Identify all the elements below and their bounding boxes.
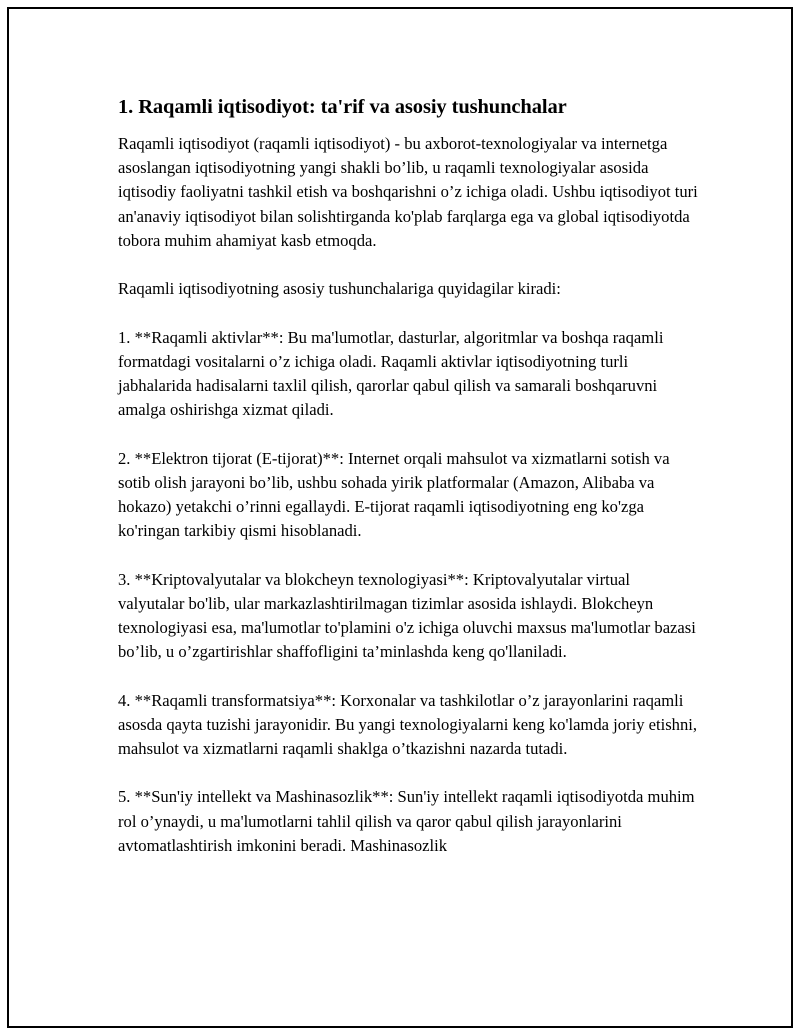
list-item-e-commerce: 2. **Elektron tijorat (E-tijorat)**: Internet orqali mahsulot va xizmatlarni sotish va sotib olish jarayoni bo’lib, ushbu sohada yirik platformalar (Amazon, Alibaba va hokazo) yetakchi o’rinni egallaydi. E-tijorat raqamli iqtisodiyotning eng ko'zga ko'ringan tarkibiy qismi hisoblanadi. (118, 448, 670, 541)
concepts-intro-paragraph: Raqamli iqtisodiyotning asosiy tushunchalariga quyidagilar kiradi: (118, 279, 561, 299)
list-item-digital-transformation: 4. **Raqamli transformatsiya**: Korxonalar va tashkilotlar o’z jarayonlarini raqamli asosda qayta tuzishi jarayonidir. Bu yangi texnologiyalarni keng ko'lamda joriy etishni, mahsulot va xizmatlarni raqamli shaklga o’tkazishni nazarda tutadi. (118, 690, 698, 758)
list-item-crypto-blockchain: 3. **Kriptovalyutalar va blokcheyn texnologiyasi**: Kriptovalyutalar virtual valyutalar bo'lib, ular markazlashtirilmagan tizimlar asosida ishlaydi. Blokcheyn texnologiyasi esa, ma'lumotlar to'plamini o'z ichiga oluvchi maxsus ma'lumotlar bazasi bo’lib, u o’zgartirishlar shaffofligini ta’minlashda keng qo'llaniladi. (118, 569, 696, 662)
intro-paragraph: Raqamli iqtisodiyot (raqamli iqtisodiyot) - bu axborot-texnologiyalar va internetga asoslangan iqtisodiyotning yangi shakli bo’lib, u raqamli texnologiyalar asosida iqtisodiy faoliyatni tashkil etish va boshqarishni o’z ichiga oladi. Ushbu iqtisodiyot turi an'anaviy iqtisodiyot bilan solishtirganda ko'plab farqlarga ega va global iqtisodiyotda tobora muhim ahamiyat kasb etmoqda. (118, 134, 698, 250)
list-item-ai-machine-building: 5. **Sun'iy intellekt va Mashinasozlik**: Sun'iy intellekt raqamli iqtisodiyotda muhim rol o’ynaydi, u ma'lumotlarni tahlil qilish va qaror qabul qilish jarayonlarini avtomatlashtirish imkonini beradi. Mashinasozlik (118, 787, 695, 855)
list-item-digital-assets: 1. **Raqamli aktivlar**: Bu ma'lumotlar, dasturlar, algoritmlar va boshqa raqamli formatdagi vositalarni o’z ichiga oladi. Raqamli aktivlar iqtisodiyotning turli jabhalarida hadisalarni taxlil qilish, qarorlar qabul qilish va samarali boshqaruvni amalga oshirishga xizmat qiladi. (118, 327, 664, 420)
document-page (7, 7, 793, 1028)
document-body (118, 93, 698, 882)
section-heading: 1. Raqamli iqtisodiyot: ta'rif va asosiy tushunchalar (118, 96, 567, 118)
